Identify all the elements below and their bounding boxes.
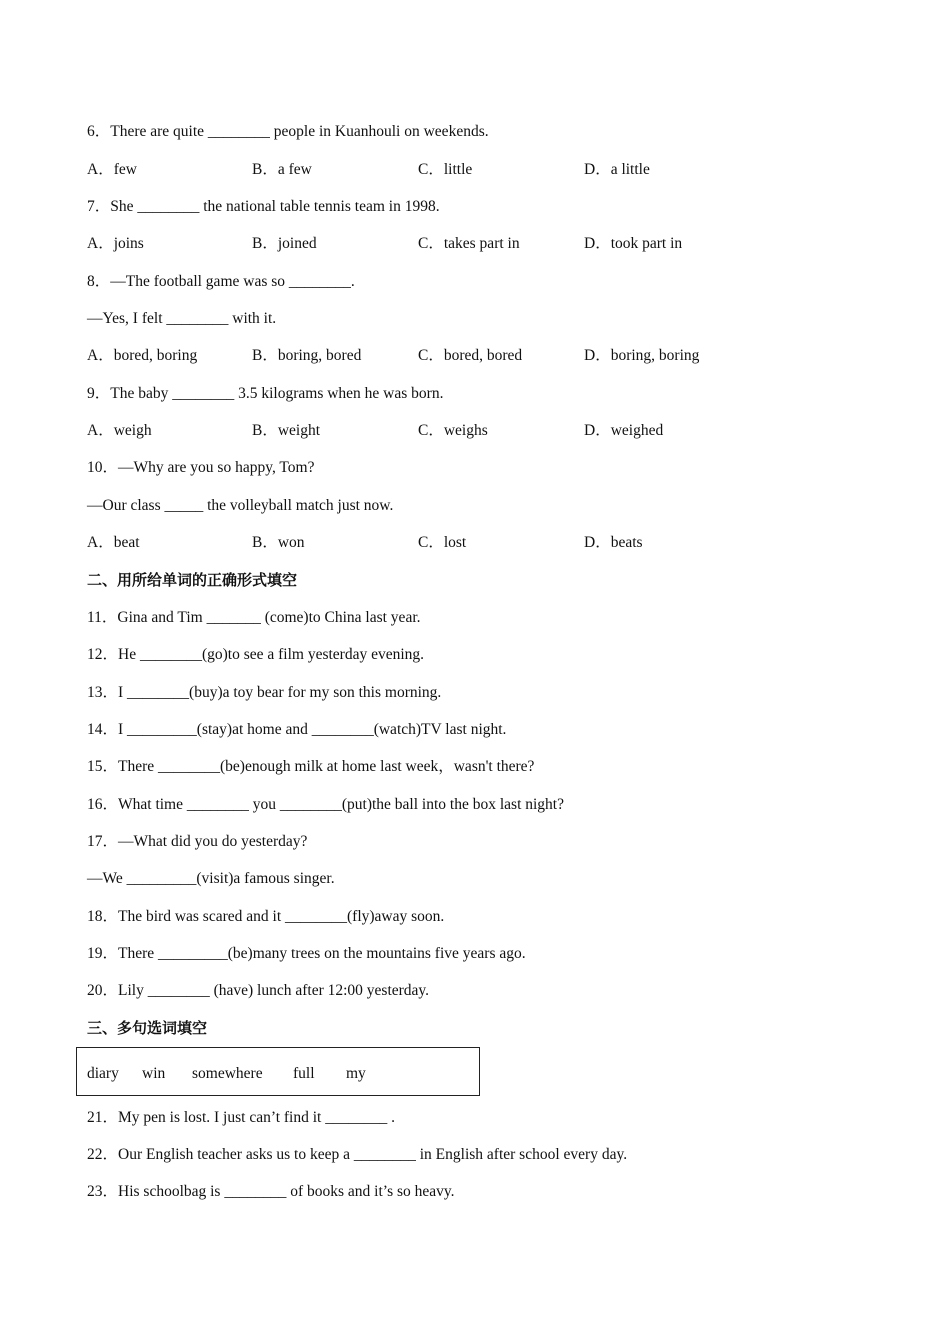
word-bank-item: full: [293, 1065, 315, 1082]
question-10-reply: —Our class _____ the volleyball match just now.: [87, 497, 394, 514]
question-9-text: 9．The baby ________ 3.5 kilograms when he was born.: [87, 385, 444, 402]
word-bank-item: win: [142, 1065, 166, 1082]
option-a[interactable]: A．weigh: [87, 422, 152, 439]
option-d[interactable]: D．weighed: [584, 422, 664, 439]
question-19: 19．There _________(be)many trees on the mountains five years ago.: [87, 945, 526, 962]
question-23: 23．His schoolbag is ________ of books and it’s so heavy.: [87, 1183, 455, 1200]
question-18: 18．The bird was scared and it ________(fly)away soon.: [87, 908, 445, 925]
question-7-options: [87, 234, 787, 254]
option-b[interactable]: B．joined: [252, 235, 317, 252]
option-a[interactable]: A．joins: [87, 235, 144, 252]
option-c[interactable]: C．lost: [418, 534, 467, 551]
question-22: 22．Our English teacher asks us to keep a ________ in English after school every day.: [87, 1146, 628, 1163]
word-bank-item: somewhere: [192, 1065, 263, 1082]
option-c[interactable]: C．takes part in: [418, 235, 520, 252]
question-16: 16．What time ________ you ________(put)the ball into the box last night?: [87, 796, 564, 813]
option-d[interactable]: D．a little: [584, 161, 650, 178]
word-bank: [76, 1047, 480, 1096]
question-11: 11．Gina and Tim _______ (come)to China last year.: [87, 609, 421, 626]
question-6-options: [87, 160, 787, 180]
question-12: 12．He ________(go)to see a film yesterday evening.: [87, 646, 425, 663]
question-21: 21．My pen is lost. I just can’t find it ________ .: [87, 1109, 395, 1126]
question-9-options: [87, 421, 787, 441]
option-a[interactable]: A．beat: [87, 534, 140, 551]
question-13: 13．I ________(buy)a toy bear for my son this morning.: [87, 684, 442, 701]
question-15: 15．There ________(be)enough milk at home last week，wasn't there?: [87, 758, 535, 775]
question-7-text: 7．She ________ the national table tennis team in 1998.: [87, 198, 440, 215]
option-c[interactable]: C．bored, bored: [418, 347, 523, 364]
option-d[interactable]: D．beats: [584, 534, 643, 551]
word-bank-item: my: [346, 1065, 366, 1082]
question-17-reply: —We _________(visit)a famous singer.: [87, 870, 335, 887]
option-c[interactable]: C．weighs: [418, 422, 488, 439]
question-8-reply: —Yes, I felt ________ with it.: [87, 310, 277, 327]
section-2-title: 二、用所给单词的正确形式填空: [87, 571, 298, 589]
option-b[interactable]: B．won: [252, 534, 305, 551]
option-b[interactable]: B．boring, bored: [252, 347, 362, 364]
option-d[interactable]: D．boring, boring: [584, 347, 700, 364]
question-8-text: 8．—The football game was so ________.: [87, 273, 355, 290]
question-6-text: 6．There are quite ________ people in Kuanhouli on weekends.: [87, 123, 489, 140]
question-10-options: [87, 533, 787, 553]
question-17: 17．—What did you do yesterday?: [87, 833, 308, 850]
question-20: 20．Lily ________ (have) lunch after 12:00 yesterday.: [87, 982, 430, 999]
option-c[interactable]: C．little: [418, 161, 473, 178]
section-3-title: 三、多句选词填空: [87, 1019, 208, 1037]
question-10-text: 10．—Why are you so happy, Tom?: [87, 459, 315, 476]
question-14: 14．I _________(stay)at home and ________(watch)TV last night.: [87, 721, 507, 738]
option-d[interactable]: D．took part in: [584, 235, 683, 252]
question-8-options: [87, 346, 787, 366]
option-a[interactable]: A．few: [87, 161, 137, 178]
option-a[interactable]: A．bored, boring: [87, 347, 198, 364]
word-bank-item: diary: [87, 1065, 119, 1082]
option-b[interactable]: B．a few: [252, 161, 312, 178]
option-b[interactable]: B．weight: [252, 422, 321, 439]
